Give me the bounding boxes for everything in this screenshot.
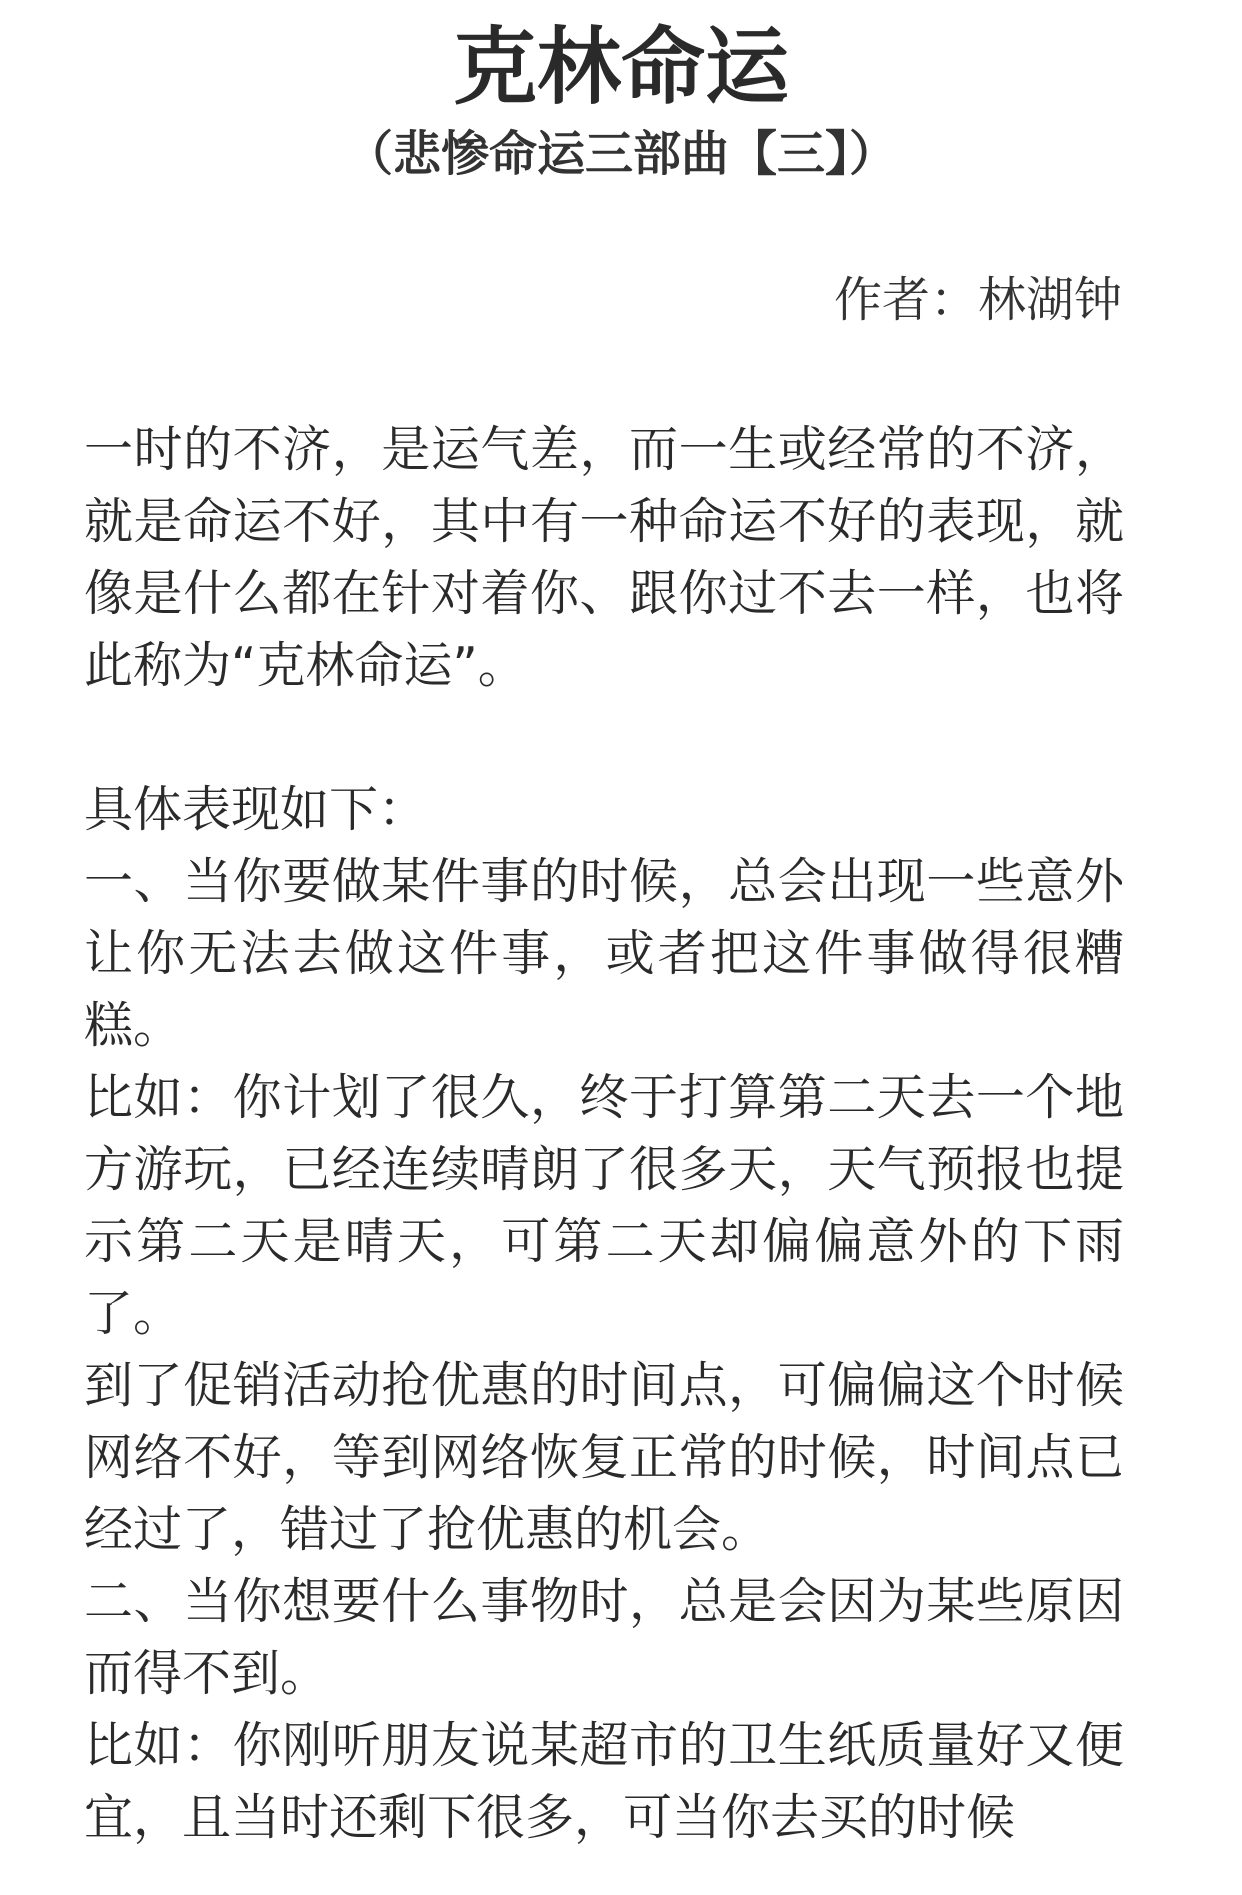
article-body — [84, 414, 1124, 1854]
author-name: 林湖钟 — [977, 272, 1122, 328]
page-title: 克林命运 — [452, 18, 789, 116]
bottom-fade — [0, 1855, 1242, 1895]
paragraph-intro: 一时的不济，是运气差，而一生或经常的不济，就是命运不好，其中有一种命运不好的表现，就像是什么都在针对着你、跟你过不去一样，也将此称为“克林命运”。 — [84, 421, 1124, 694]
author-line — [834, 264, 1122, 336]
paragraph-example-two: 到了促销活动抢优惠的时间点，可偏偏这个时候网络不好，等到网络恢复正常的时候，时间点已经过了，错过了抢优惠的机会。 — [84, 1357, 1124, 1558]
paragraph-point-two: 二、当你想要什么事物时，总是会因为某些原因而得不到。 — [84, 1573, 1124, 1702]
subtitle: （悲惨命运三部曲【三】） — [344, 126, 897, 182]
author-label: 作者： — [833, 272, 978, 328]
paragraph-point-one: 一、当你要做某件事的时候，总会出现一些意外让你无法去做这件事，或者把这件事做得很糟糕。 — [84, 853, 1124, 1054]
paragraph-heading: 具体表现如下： — [84, 781, 428, 838]
paragraph-gap — [84, 702, 1124, 774]
paragraph-example-three: 比如：你刚听朋友说某超市的卫生纸质量好又便宜，且当时还剩下很多，可当你去买的时候 — [84, 1717, 1124, 1846]
paragraph-example-one: 比如：你计划了很久，终于打算第二天去一个地方游玩，已经连续晴朗了很多天，天气预报也提示第二天是晴天，可第二天却偏偏意外的下雨了。 — [84, 1069, 1124, 1342]
